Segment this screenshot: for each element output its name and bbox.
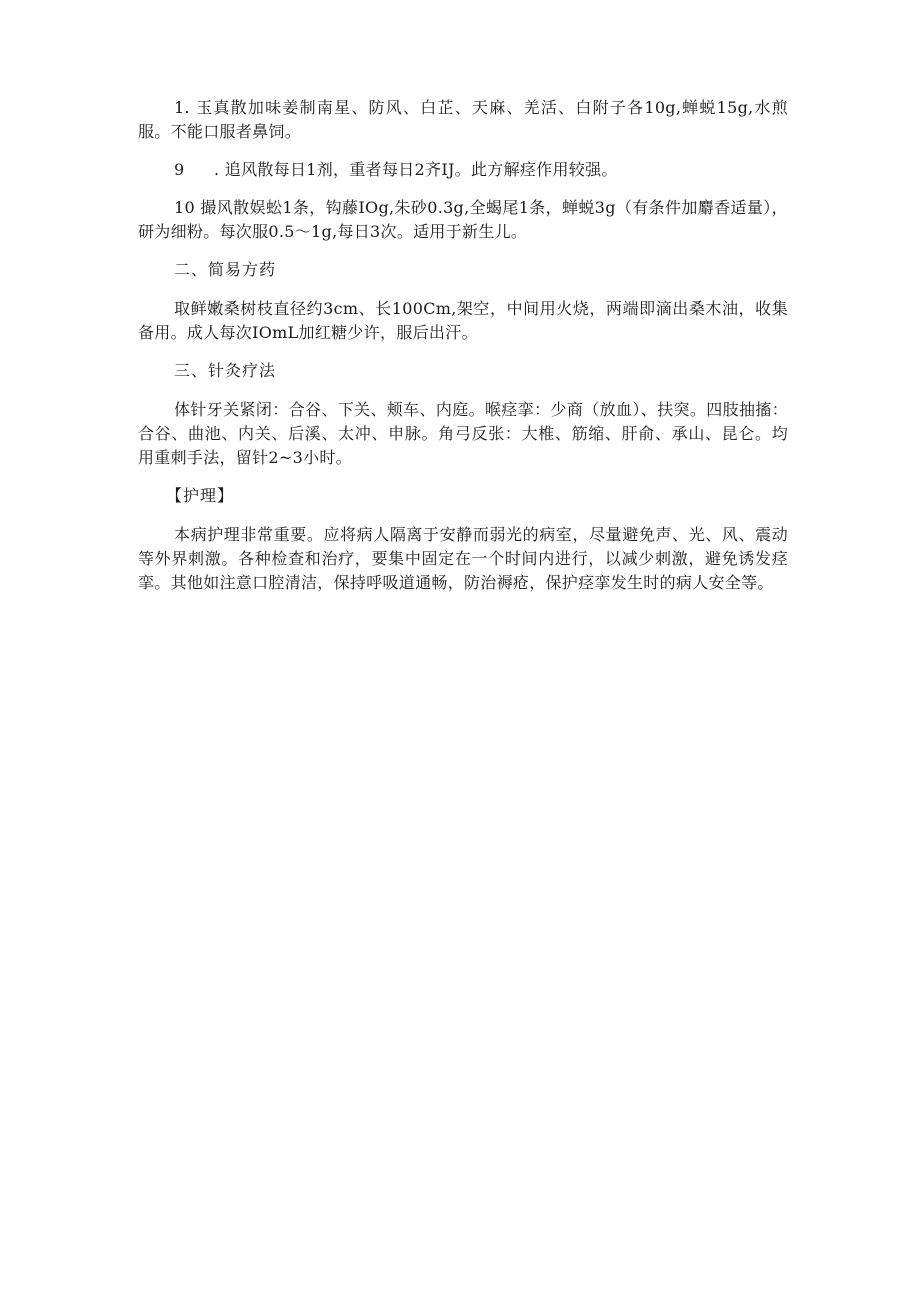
section-body-nursing: 本病护理非常重要。应将病人隔离于安静而弱光的病室，尽量避免声、光、风、震动等外界刺激。各种检查和治疗，要集中固定在一个时间内进行，以减少刺激，避免诱发痉挛。其他如注意口腔清洁，保持呼吸道通畅，防治褥疮，保护痉挛发生时的病人安全等。 [138,525,788,592]
prescription-item-cuofengsan: 10 撮风散娱蚣1条，钩藤IOg,朱砂0.3g,全蝎尾1条，蝉蜕3g（有条件加麝香适量），研为细粉。每次服0.5～1g,每日3次。适用于新生儿。 [138,198,788,241]
prescription-item-yuzhensan: 1. 玉真散加味姜制南星、防风、白芷、天麻、羌活、白附子各10g,蝉蜕15g,水煎服。不能口服者鼻饲。 [138,98,788,141]
prescription-item-zhuifengsan [138,158,788,182]
document-page [138,96,788,595]
section-title-acupuncture: 三、针灸疗法 [174,361,277,380]
section-title-nursing: 【护理】 [166,486,235,505]
item-text: . 追风散每日1剂，重者每日2齐IJ。此方解痉作用较强。 [214,160,618,179]
section-body-acupuncture: 体针牙关紧闭：合谷、下关、颊车、内庭。喉痉挛：少商（放血）、扶突。四肢抽搐：合谷、曲池、内关、后溪、太冲、申脉。角弓反张：大椎、筋缩、肝俞、承山、昆仑。均用重刺手法，留针2~3小时。 [138,400,788,467]
section-body-simple-remedies: 取鲜嫩桑树枝直径约3cm、长100Cm,架空，中间用火烧，两端即滴出桑木油，收集备用。成人每次IOmL加红糖少许，服后出汗。 [138,299,788,342]
item-number: 9 [174,160,185,179]
section-title-simple-remedies: 二、简易方药 [174,260,277,279]
